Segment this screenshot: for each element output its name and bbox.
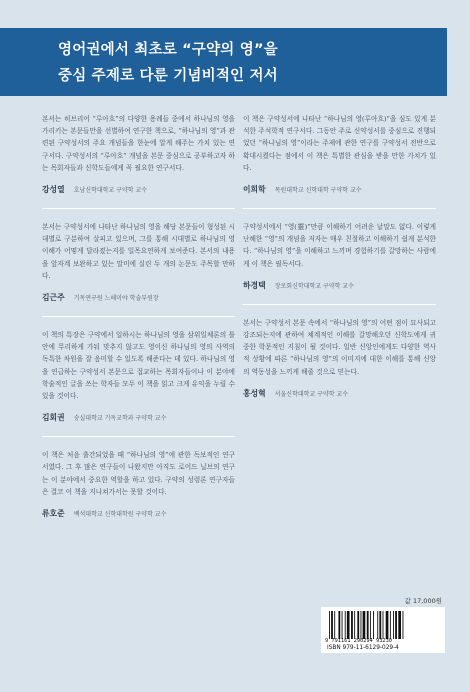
barcode-bar: [329, 611, 330, 639]
review-author: [42, 285, 235, 304]
barcode-bar: [361, 611, 362, 639]
divider: [42, 316, 235, 317]
barcode-bar: [386, 611, 389, 639]
headline-banner: [0, 28, 447, 96]
review-author: [243, 381, 436, 400]
reviewer-name: 강성열: [42, 185, 65, 195]
barcode-bar: [342, 611, 343, 639]
review-lee: [243, 113, 436, 196]
review-text: 이 책은 구약성서에 나타난 “하나님의 영(루아흐)”을 심도 있게 분석한 주석학적 연구서다. 그동안 주로 신약성서를 중심으로 진행되었던 “하나님의 영”이라는 주제에 관한 연구를 구약성서 전반으로 확대시켰다는 점에서 이 책은 특별한 관심을 받을 만한 가치가 있다.: [243, 115, 436, 172]
left-review-column: [42, 113, 235, 532]
divider: [243, 208, 436, 209]
barcode-bar: [377, 611, 378, 639]
barcode-bar: [357, 611, 359, 639]
barcode-bar: [403, 611, 404, 639]
barcode-bar: [373, 611, 374, 639]
barcode-bar: [370, 611, 371, 639]
barcode-digits: 9 791161 290294 93230: [325, 638, 392, 644]
reviewer-affiliation: 백석대학교 신학대학원 구약학 교수: [73, 511, 167, 519]
barcode-bar: [398, 611, 401, 639]
barcode-bar: [383, 611, 384, 639]
reviewer-affiliation: 호남신학대학교 구약학 교수: [73, 187, 148, 195]
review-ha: [243, 221, 436, 292]
review-text: 이 책은 처음 출간되었을 때 “하나님의 영”에 관한 독보적인 연구서였다. 그 후 많은 연구들이 나왔지만 아직도 로이드 닐브의 연구는 이 분야에서 중요한 역할을 하고 있다. 구약의 성령론 연구자들은 결코 이 책을 지나쳐가서는 못할 것이다.: [42, 451, 235, 496]
barcode-bar: [331, 611, 333, 639]
reviewer-affiliation: 숭실대학교 기독교학과 구약학 교수: [73, 415, 167, 423]
review-text: 구약성서에서 “영(靈)”만큼 이해하기 어려운 낱말도 없다. 이렇게 난해한 “영”의 개념을 저자는 매우 친절하고 이해하기 쉽게 분석한다. “하나님의 영”을 이해하고 느끼며 경험하기를 갈망하는 사람에게 이 책은 필독서다.: [243, 223, 436, 268]
reviewer-name: 하경택: [243, 280, 266, 290]
barcode-bar: [379, 611, 381, 639]
reviewer-affiliation: 기독연구원 느헤미야 학술부원장: [73, 295, 159, 303]
barcode-bar: [395, 611, 397, 639]
barcode-bar: [334, 611, 335, 639]
barcode-bar: [338, 611, 340, 639]
reviewer-name: 김근주: [42, 293, 65, 303]
review-hong: [243, 317, 436, 400]
reviewer-name: 김회권: [42, 413, 65, 423]
reviewer-name: 홍성혁: [243, 388, 266, 398]
review-text: 본서는 구약성서 본문 속에서 “하나님의 영”의 어떤 점이 묘사되고 강조되는지에 관하여 체계적인 이해를 갈망해오던 신학도에게 귀중한 학문적인 지침이 될 것이다. 일반 신앙인에게도 다양한 역사적 상황에 따른 “하나님의 영”의 이미지에 대한 이해를 통해 신앙의 역동성을 느끼게 해줄 것으로 믿는다.: [243, 318, 436, 376]
review-ryu: [42, 449, 235, 520]
reviewer-affiliation: 목원대학교 신학대학 구약학 교수: [274, 187, 362, 195]
right-review-column: [243, 113, 436, 412]
divider: [42, 208, 235, 209]
review-text: 이 책의 특장은 구약에서 일하시는 하나님의 영을 삼위일체론의 틀 안에 무리하게 가둬 맞추지 않고도 영이신 하나님의 영의 사역의 독특한 차원을 잘 음미할 수 있도록 해준다는 데 있다. 하나님의 영을 연급하는 구약성서 본문으로 접교하는 목회자들이나 이 분야에 학술적인 글을 쓰는 학자들 모두 이 책을 읽고 크게 유익을 누릴 수 있을 것이다.: [42, 331, 235, 401]
reviewer-name: 이희학: [243, 185, 266, 195]
barcode-panel: [321, 607, 445, 653]
barcode-bar: [347, 611, 350, 639]
review-author: [42, 177, 235, 196]
price-label: 값 17,000원: [404, 597, 442, 605]
headline-line-1: 영어권에서 최초로 “구약의 영”을: [58, 42, 278, 58]
barcode-bar: [363, 611, 366, 639]
review-author: [243, 177, 436, 196]
barcode-icon: [327, 611, 439, 639]
reviewer-affiliation: 장로회신학대학교 구약학 교수: [274, 282, 354, 290]
reviewer-affiliation: 서울신학대학교 구약학 교수: [274, 390, 349, 398]
divider: [42, 436, 235, 437]
review-author: [42, 501, 235, 520]
isbn-number: ISBN 979-11-6129-029-4: [327, 645, 399, 651]
review-kim-hoegwon: [42, 329, 235, 424]
review-author: [243, 273, 436, 292]
reviewer-name: 류호준: [42, 509, 65, 519]
review-author: [42, 405, 235, 424]
barcode-bar: [367, 611, 369, 639]
divider: [243, 304, 436, 305]
review-kim-geunju: [42, 221, 235, 304]
review-kang: [42, 113, 235, 196]
review-text: 본서는 구약성서에 나타난 하나님의 영을 해당 본문들이 형성된 시대별로 구분하여 살피고 있으며, 그를 통해 시대별로 하나님의 영 이해가 어떻게 달라졌는지를 일목요연하게 보여준다. 본서의 내용을 앞자계 보완하고 있는 말미에 실린 두 개의 논문도 주목할 만하다.: [42, 223, 235, 280]
barcode-bar: [354, 611, 355, 639]
review-text: 본서는 히브리어 “루아흐”의 다양한 용례들 중에서 하나님의 영을 가리키는 본문들만을 선별하여 연구한 책으로, “하나님의 영”과 관련된 구약성서의 주요 개념들을 한눈에 알게 해주는 가치 있는 연구서다. 구약성서의 “루아흐” 개념을 본문 중심으로 공부하고자 하는 목회자들과 신학도들에게 꼭 필요한 연구서다.: [42, 115, 235, 172]
barcode-bar: [390, 611, 391, 639]
headline-line-2: 중심 주제로 다룬 기념비적인 저서: [58, 68, 278, 84]
barcode-bar: [345, 611, 346, 639]
barcode-bar: [393, 611, 394, 639]
barcode-bar: [351, 611, 353, 639]
